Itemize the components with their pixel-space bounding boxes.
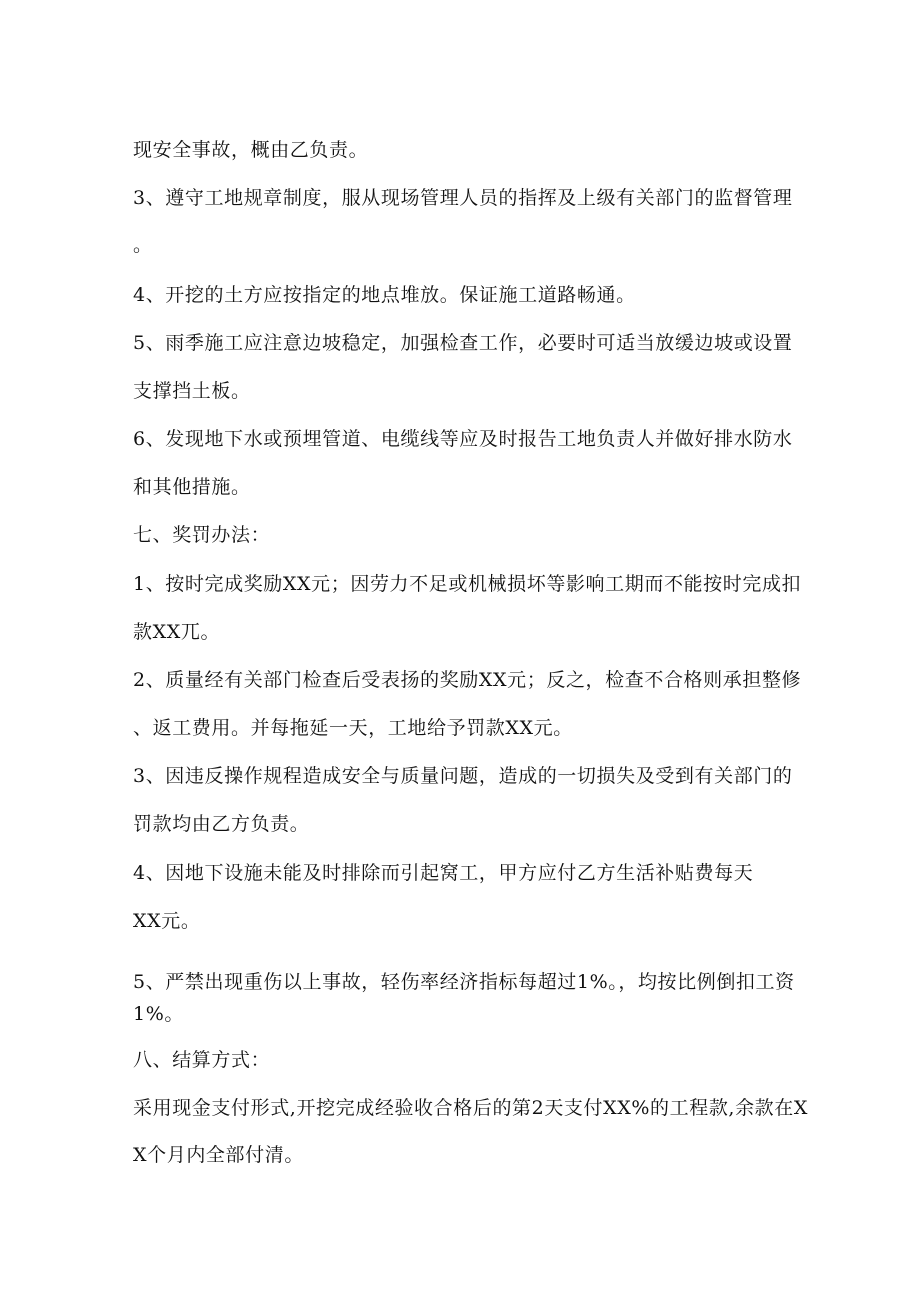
text-line-18: 5、严禁出现重伤以上事故，轻伤率经济指标每超过1%。，均按比例倒扣工资 (133, 971, 795, 993)
text-line-7: 6、发现地下水或预埋管道、电缆线等应及时报告工地负责人并做好排水防水 (133, 428, 793, 450)
text-line-13: 、返工费用。并每拖延一天，工地给予罚款XX元。 (133, 717, 573, 739)
text-line-12: 2、质量经有关部门检查后受表扬的奖励XX元；反之，检查不合格则承担整修 (133, 669, 802, 691)
text-line-17: XX元。 (133, 910, 201, 932)
text-line-2: 3、遵守工地规章制度，服从现场管理人员的指挥及上级有关部门的监督管理 (133, 187, 793, 209)
text-line-21: 采用现金支付形式,开挖完成经验收合格后的第2天支付XX%的工程款,余款在X (133, 1097, 809, 1119)
text-line-1: 现安全事故，概由乙负责。 (133, 139, 369, 161)
text-line-14: 3、因违反操作规程造成安全与质量问题，造成的一切损失及受到有关部门的 (133, 765, 793, 787)
text-line-11: 款XX兀。 (133, 621, 221, 643)
section-heading-settlement: 八、结算方式： (133, 1049, 271, 1071)
text-line-10: 1、按时完成奖励XX元；因劳力不足或机械损坏等影响工期而不能按时完成扣 (133, 573, 802, 595)
text-line-8: 和其他措施。 (133, 476, 251, 498)
text-line-15: 罚款均由乙方负责。 (133, 813, 310, 835)
section-heading-rewards: 七、奖罚办法： (133, 524, 271, 546)
text-line-4: 4、开挖的土方应按指定的地点堆放。保证施工道路畅通。 (133, 284, 636, 306)
text-line-5: 5、雨季施工应注意边坡稳定，加强检查工作，必要时可适当放缓边坡或设置 (133, 332, 793, 354)
text-line-3: 。 (133, 234, 153, 256)
text-line-19: 1%。 (133, 1003, 184, 1025)
text-line-6: 支撑挡土板。 (133, 380, 251, 402)
text-line-22: X个月内全部付清。 (133, 1144, 304, 1166)
text-line-16: 4、因地下设施未能及时排除而引起窝工，甲方应付乙方生活补贴费每天 (133, 862, 754, 884)
